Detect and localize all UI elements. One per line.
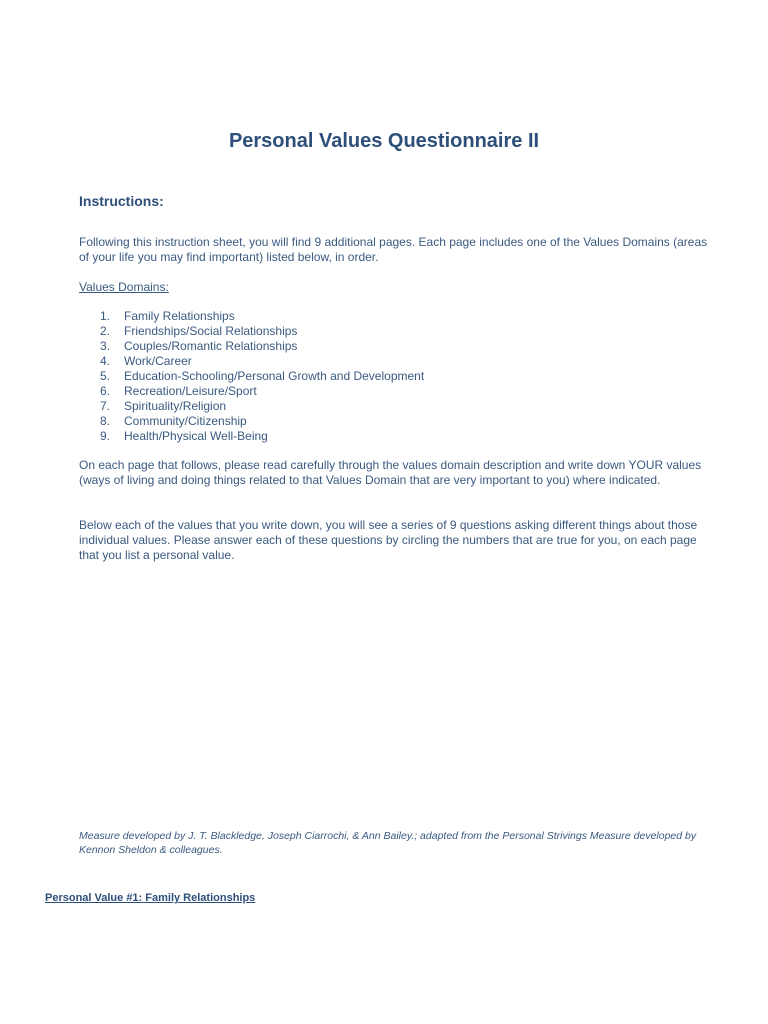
values-domains-colon: : (165, 280, 169, 294)
list-number: 1. (100, 309, 111, 323)
personal-value-heading: Personal Value #1: Family Relationships (45, 892, 256, 904)
list-label: Health/Physical Well-Being (124, 429, 268, 443)
list-item (100, 354, 424, 369)
list-number: 3. (100, 339, 111, 353)
intro-paragraph: Following this instruction sheet, you will find 9 additional pages. Each page includes one of the Values Domains (areas of your life you may find important) listed below, in order. (79, 235, 708, 264)
instructions-heading: Instructions: (79, 193, 164, 209)
list-item (100, 309, 424, 324)
list-label: Recreation/Leisure/Sport (124, 384, 257, 398)
list-item (100, 324, 424, 339)
list-number: 2. (100, 324, 111, 338)
list-label: Work/Career (124, 354, 192, 368)
list-label: Education-Schooling/Personal Growth and Development (124, 369, 425, 383)
credit-note: Measure developed by J. T. Blackledge, Joseph Ciarrochi, & Ann Bailey.; adapted from the Personal Strivings Measure developed by Kennon Sheldon & colleagues. (79, 830, 697, 856)
list-label: Spirituality/Religion (124, 399, 227, 413)
list-number: 4. (100, 354, 111, 368)
list-number: 5. (100, 369, 111, 383)
write-values-paragraph: On each page that follows, please read carefully through the values domain description and write down YOUR values (ways of living and doing things related to that Values Domain that are very important to you) where indicated. (79, 458, 702, 487)
list-item (100, 384, 424, 399)
list-label: Family Relationships (124, 309, 235, 323)
list-number: 9. (100, 429, 111, 443)
list-item (100, 429, 424, 444)
list-number: 6. (100, 384, 111, 398)
questions-paragraph: Below each of the values that you write down, you will see a series of 9 questions asking different things about those individual values. Please answer each of these questions by circling the numbers that are true for you, on each page that you list a personal value. (79, 518, 698, 562)
page-title: Personal Values Questionnaire II (228, 130, 540, 152)
list-item (100, 414, 424, 429)
list-item (100, 369, 424, 384)
values-domains-text: Values Domains (79, 280, 166, 294)
values-domains-label (79, 280, 169, 294)
list-label: Couples/Romantic Relationships (124, 339, 298, 353)
list-item (100, 399, 424, 414)
list-item (100, 339, 424, 354)
values-domains-list (100, 309, 424, 444)
list-label: Community/Citizenship (124, 414, 247, 428)
list-label: Friendships/Social Relationships (124, 324, 298, 338)
list-number: 8. (100, 414, 111, 428)
list-number: 7. (100, 399, 111, 413)
